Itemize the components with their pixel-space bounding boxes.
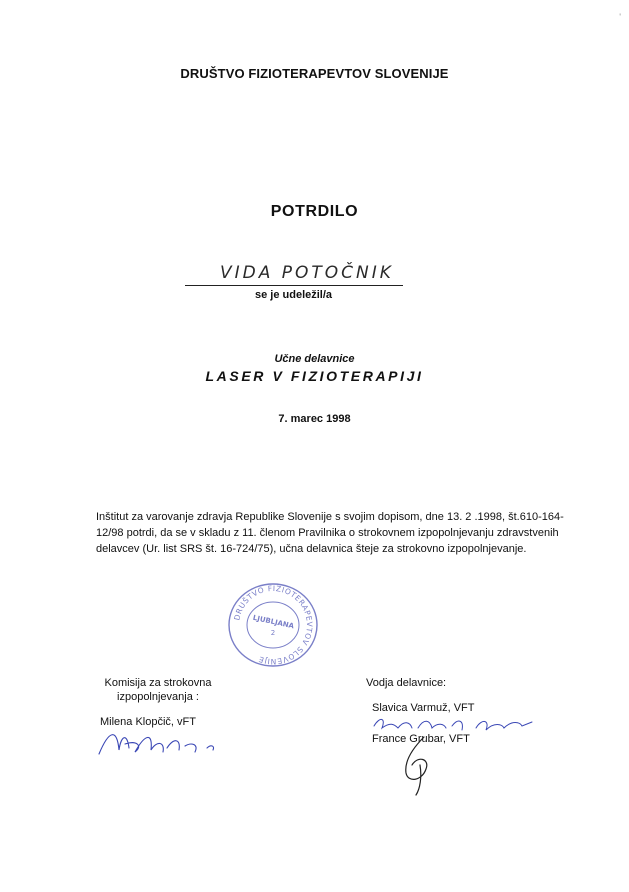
workshop-intro: Učne delavnice (274, 353, 355, 365)
workshop-leader-name: France Grubar, VFT (372, 733, 470, 745)
organization-heading: DRUŠTVO FIZIOTERAPEVTOV SLOVENIJE (180, 66, 449, 81)
handwritten-participant-name (218, 258, 428, 286)
commission-label (83, 676, 233, 704)
leader-signature (396, 735, 441, 797)
commission-signature (95, 720, 225, 765)
statement-line: 12/98 potrdi, da se v skladu z 11. členom Pravilnika o strokovnem izpopolnjevanju zdravstvenih (96, 527, 559, 539)
svg-text:2: 2 (270, 629, 276, 637)
svg-text:DRUŠTVO FIZIOTERAPEVTOV SLOVEN: DRUŠTVO FIZIOTERAPEVTOV SLOVENIJE (232, 583, 315, 667)
commission-label-line2: izpopolnjevanja : (117, 691, 199, 703)
statement-line: Inštitut za varovanje zdravja Republike Slovenije s svojim dopisom, dne 13. 2 .1998, št.610-164- (96, 511, 564, 523)
commission-member-name: Milena Klopčič, vFT (100, 716, 196, 728)
svg-text:VIDA POTOČNIK: VIDA POTOČNIK (220, 263, 394, 283)
workshop-leader-name: Slavica Varmuž, VFT (372, 702, 475, 714)
workshop-date: 7. marec 1998 (278, 413, 351, 425)
attended-text: se je udeležil/a (255, 289, 333, 301)
workshop-title: LASER V FIZIOTERAPIJI (205, 368, 424, 384)
society-stamp (227, 582, 319, 668)
commission-label-line1: Komisija za strokovna (104, 677, 212, 689)
certificate-title: POTRDILO (270, 203, 359, 220)
accreditation-statement (96, 509, 571, 557)
statement-line: delavcev (Ur. list SRS št. 16-724/75), učna delavnica šteje za strokovno izpopolnjevanje. (96, 543, 527, 555)
leader-signature (372, 714, 537, 734)
svg-text:LJUBLJANA: LJUBLJANA (252, 613, 295, 631)
name-underline (185, 285, 403, 286)
corner-mark: ' (619, 12, 621, 22)
workshop-leader-label: Vodja delavnice: (366, 677, 447, 689)
